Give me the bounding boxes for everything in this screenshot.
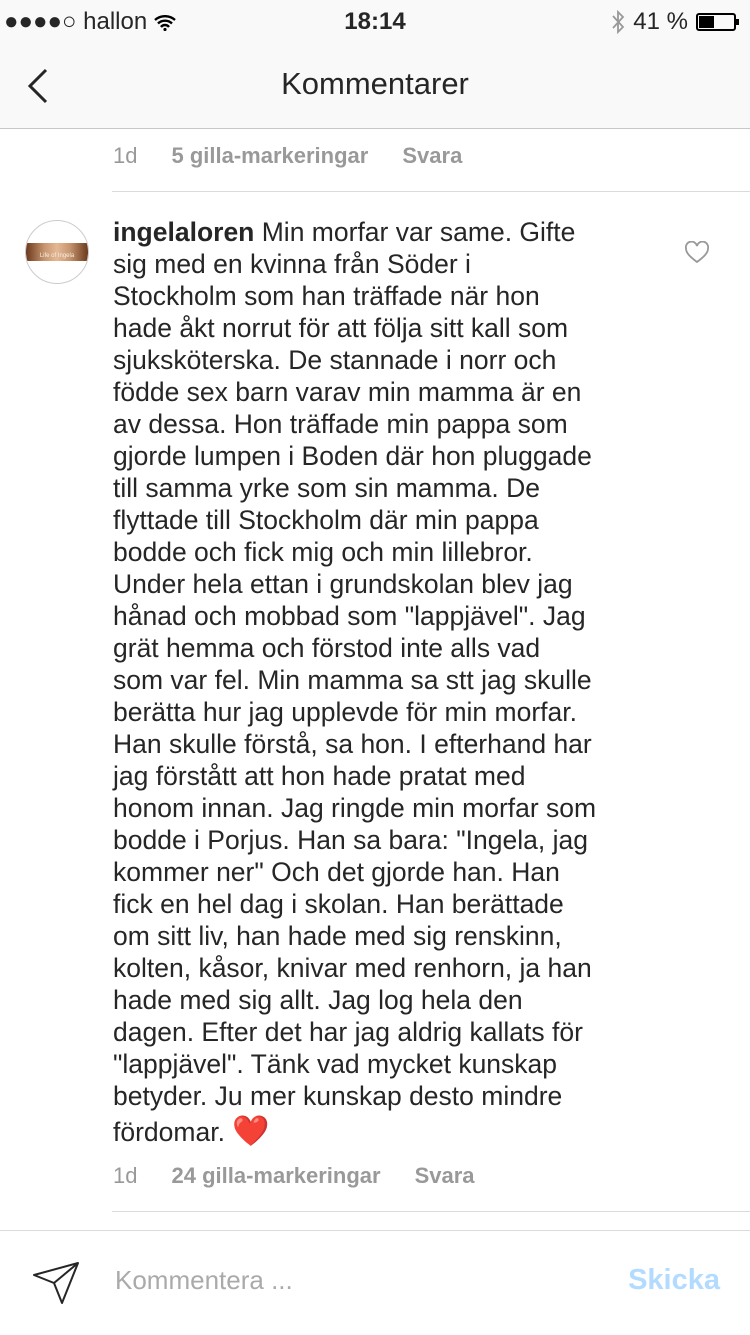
- like-heart-icon[interactable]: [684, 241, 710, 265]
- divider: [112, 191, 750, 192]
- comment-composer: [0, 1230, 750, 1335]
- battery-icon: [696, 13, 736, 31]
- page-title: Kommentarer: [281, 66, 469, 101]
- comment-line: flyttade till Stockholm där min pappa: [113, 505, 539, 535]
- comment-age: 1d: [113, 143, 138, 168]
- comment-line: grät hemma och förstod inte alls vad: [113, 633, 541, 663]
- comment-line: Min morfar var same. Gifte: [254, 217, 576, 247]
- likes-link[interactable]: 5 gilla-markeringar: [171, 143, 369, 168]
- reply-button[interactable]: Svara: [402, 143, 463, 168]
- comment-line: betyder. Ju mer kunskap desto mindre: [113, 1081, 563, 1111]
- signal-icon: ●●●●○: [4, 8, 77, 35]
- comment-line: om sitt liv, han hade med sig renskinn,: [113, 921, 562, 951]
- comment-text: [113, 216, 653, 1148]
- comment-line: kommer ner" Och det gjorde han. Han: [113, 857, 560, 887]
- comment-line: sig med en kvinna från Söder i: [113, 249, 471, 279]
- avatar-caption: Life of Ingela: [39, 253, 75, 259]
- comment-line: fick en hel dag i skolan. Han berättade: [113, 889, 564, 919]
- comment-age: 1d: [113, 1163, 138, 1188]
- comment-line: Stockholm som han träffade när hon: [113, 281, 540, 311]
- divider: [112, 1211, 750, 1212]
- username-link[interactable]: ingelaloren: [113, 217, 255, 247]
- avatar[interactable]: [25, 220, 89, 284]
- prev-comment-meta: [113, 143, 496, 169]
- bluetooth-icon: [611, 10, 625, 34]
- comment-line: bodde i Porjus. Han sa bara: "Ingela, jag: [113, 825, 588, 855]
- comment-line: gjorde lumpen i Boden där hon pluggade: [113, 441, 592, 471]
- comment-line: Under hela ettan i grundskolan blev jag: [113, 569, 573, 599]
- comment-meta: [113, 1163, 509, 1189]
- battery-percent: 41 %: [633, 8, 688, 35]
- status-bar: [0, 0, 750, 40]
- comment-line: jag förstått att hon hade pratat med: [113, 761, 526, 791]
- direct-send-icon[interactable]: [32, 1261, 80, 1305]
- comment-line: bodde och fick mig och min lillebror.: [113, 537, 533, 567]
- comment-line: kolten, kåsor, knivar med renhorn, ja han: [113, 953, 592, 983]
- comment-line: födde sex barn varav min mamma är en: [113, 377, 582, 407]
- comment-line: hade med sig allt. Jag log hela den: [113, 985, 523, 1015]
- comment-line: till samma yrke som sin mamma. De: [113, 473, 541, 503]
- clock: 18:14: [344, 8, 406, 35]
- comment-line: av dessa. Hon träffade min pappa som: [113, 409, 568, 439]
- comment-line: sjuksköterska. De stannade i norr och: [113, 345, 557, 375]
- carrier-name: hallon: [83, 8, 148, 35]
- nav-bar: [0, 40, 750, 129]
- comment-line: honom innan. Jag ringde min morfar som: [113, 793, 597, 823]
- comment-line: som var fel. Min mamma sa stt jag skulle: [113, 665, 592, 695]
- comment-line: berätta hur jag upplevde för min morfar.: [113, 697, 577, 727]
- comment-line: hade åkt norrut för att följa sitt kall som: [113, 313, 569, 343]
- comment-line: "lappjävel". Tänk vad mycket kunskap: [113, 1049, 558, 1079]
- comment-line: dagen. Efter det har jag aldrig kallats för: [113, 1017, 583, 1047]
- comment-line: fördomar.: [113, 1117, 233, 1147]
- send-button[interactable]: Skicka: [628, 1264, 720, 1296]
- comment-line: Han skulle förstå, sa hon. I efterhand har: [113, 729, 592, 759]
- likes-link[interactable]: 24 gilla-markeringar: [171, 1163, 381, 1188]
- comment-input[interactable]: Kommentera ...: [115, 1265, 293, 1295]
- reply-button[interactable]: Svara: [414, 1163, 475, 1188]
- comment-line: hånad och mobbad som "lappjävel". Jag: [113, 601, 586, 631]
- heart-emoji: ❤️: [232, 1115, 270, 1148]
